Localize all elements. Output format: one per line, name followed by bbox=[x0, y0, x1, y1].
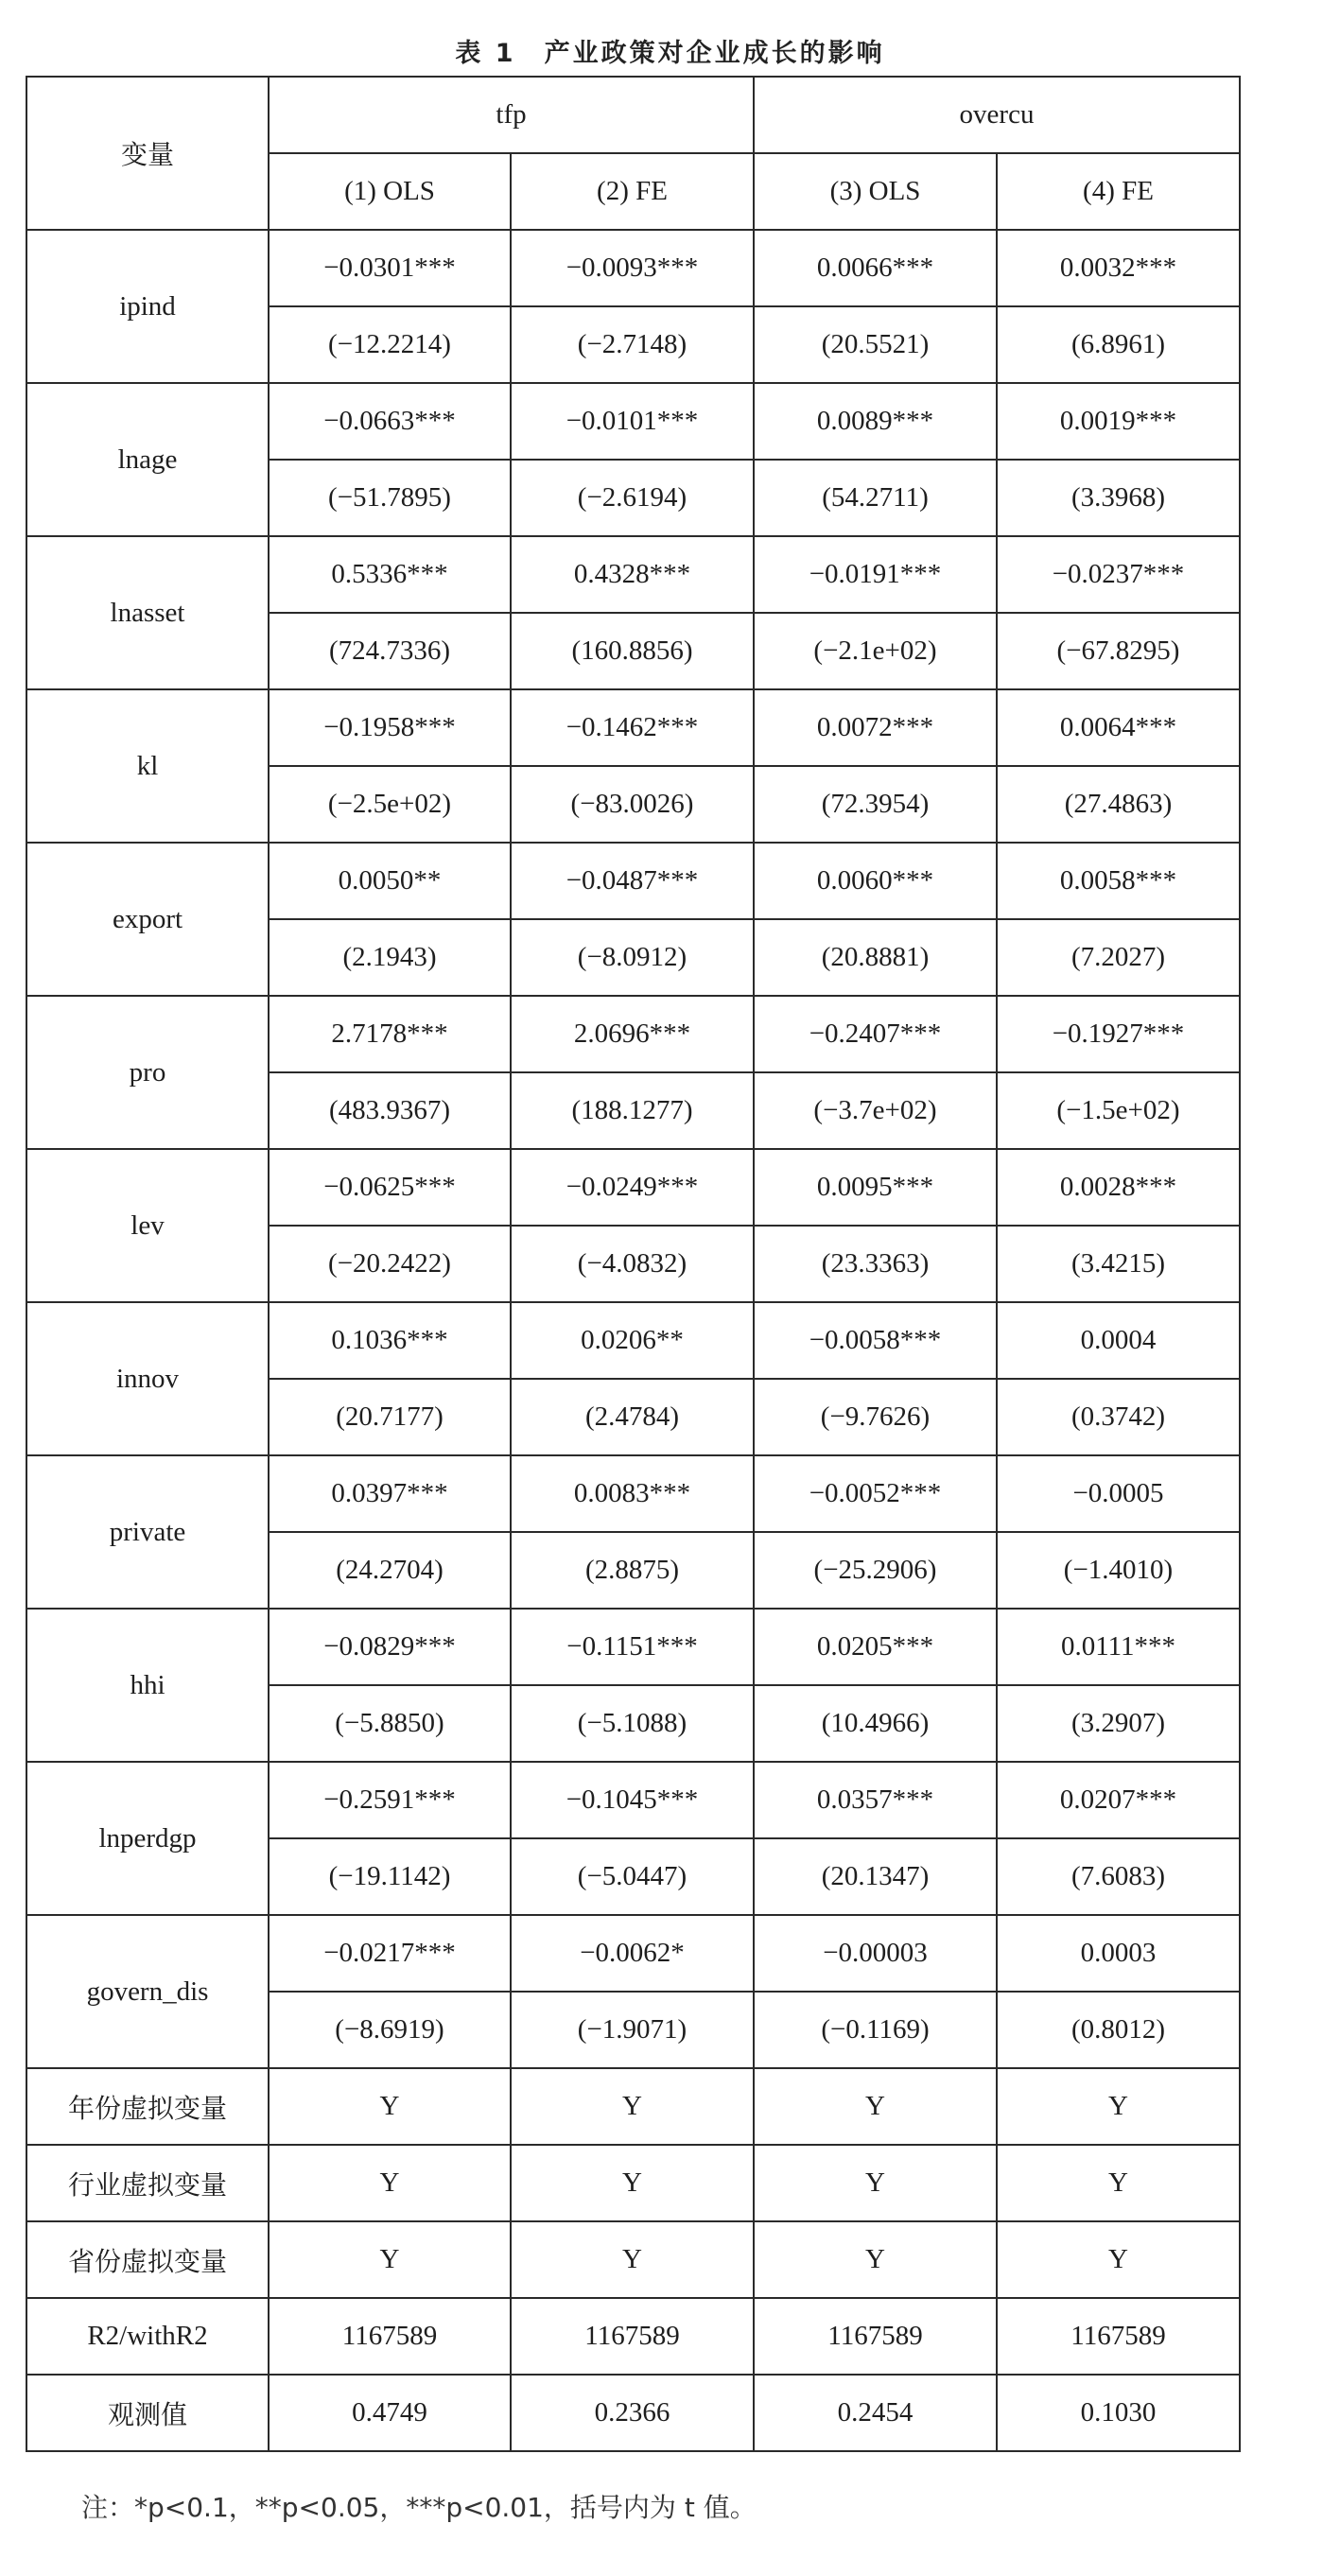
summary-value: Y bbox=[269, 2068, 511, 2145]
t-stat-cell: (−67.8295) bbox=[997, 613, 1240, 689]
summary-value: Y bbox=[997, 2145, 1240, 2221]
t-stat-cell: (0.3742) bbox=[997, 1379, 1240, 1455]
coef-cell: 0.0089*** bbox=[754, 383, 997, 460]
t-stat-cell: (188.1277) bbox=[511, 1072, 754, 1149]
coef-cell: 2.0696*** bbox=[511, 996, 754, 1072]
t-stat-cell: (160.8856) bbox=[511, 613, 754, 689]
table-body bbox=[26, 230, 1240, 2451]
t-stat-cell: (3.4215) bbox=[997, 1226, 1240, 1302]
coef-cell: 0.0083*** bbox=[511, 1455, 754, 1532]
t-stat-cell: (−9.7626) bbox=[754, 1379, 997, 1455]
coef-row bbox=[26, 383, 1240, 460]
coef-cell: 0.0205*** bbox=[754, 1609, 997, 1685]
summary-value: 0.2454 bbox=[754, 2375, 997, 2451]
coef-cell: 0.0050** bbox=[269, 843, 511, 919]
regression-table bbox=[26, 76, 1241, 2452]
summary-value: Y bbox=[511, 2221, 754, 2298]
coef-cell: −0.0191*** bbox=[754, 536, 997, 613]
coef-cell: 0.4328*** bbox=[511, 536, 754, 613]
coef-cell: 0.5336*** bbox=[269, 536, 511, 613]
t-stat-cell: (20.1347) bbox=[754, 1838, 997, 1915]
t-stat-cell: (6.8961) bbox=[997, 306, 1240, 383]
coef-row bbox=[26, 1302, 1240, 1379]
t-stat-cell: (−5.0447) bbox=[511, 1838, 754, 1915]
t-stat-cell: (−1.9071) bbox=[511, 1992, 754, 2068]
coef-cell: 0.0206** bbox=[511, 1302, 754, 1379]
coef-cell: −0.1958*** bbox=[269, 689, 511, 766]
model-header: (1) OLS bbox=[269, 153, 511, 230]
coef-row bbox=[26, 1915, 1240, 1992]
coef-row bbox=[26, 1149, 1240, 1226]
summary-row bbox=[26, 2375, 1240, 2451]
t-stat-cell: (20.5521) bbox=[754, 306, 997, 383]
summary-value: Y bbox=[511, 2145, 754, 2221]
coef-cell: −0.1462*** bbox=[511, 689, 754, 766]
coef-cell: −0.1045*** bbox=[511, 1762, 754, 1838]
coef-cell: 0.0111*** bbox=[997, 1609, 1240, 1685]
summary-value: Y bbox=[269, 2221, 511, 2298]
coef-cell: 0.1036*** bbox=[269, 1302, 511, 1379]
summary-label: 省份虚拟变量 bbox=[26, 2221, 269, 2298]
coef-cell: −0.00003 bbox=[754, 1915, 997, 1992]
summary-row bbox=[26, 2298, 1240, 2375]
variable-name: kl bbox=[26, 689, 269, 843]
summary-value: Y bbox=[997, 2221, 1240, 2298]
t-stat-cell: (−1.4010) bbox=[997, 1532, 1240, 1609]
variable-name: export bbox=[26, 843, 269, 996]
variable-name: ipind bbox=[26, 230, 269, 383]
summary-label: 观测值 bbox=[26, 2375, 269, 2451]
summary-value: Y bbox=[754, 2221, 997, 2298]
coef-cell: 0.0019*** bbox=[997, 383, 1240, 460]
t-stat-cell: (−2.1e+02) bbox=[754, 613, 997, 689]
t-stat-cell: (72.3954) bbox=[754, 766, 997, 843]
coef-cell: 0.0058*** bbox=[997, 843, 1240, 919]
coef-cell: −0.0052*** bbox=[754, 1455, 997, 1532]
t-stat-cell: (7.6083) bbox=[997, 1838, 1240, 1915]
coef-cell: −0.0487*** bbox=[511, 843, 754, 919]
variable-name: pro bbox=[26, 996, 269, 1149]
coef-row bbox=[26, 996, 1240, 1072]
variable-name: lnage bbox=[26, 383, 269, 536]
summary-row bbox=[26, 2068, 1240, 2145]
coef-cell: −0.1927*** bbox=[997, 996, 1240, 1072]
variable-name: hhi bbox=[26, 1609, 269, 1762]
group-header-tfp: tfp bbox=[269, 77, 754, 153]
summary-value: 0.2366 bbox=[511, 2375, 754, 2451]
t-stat-cell: (−4.0832) bbox=[511, 1226, 754, 1302]
coef-cell: 0.0207*** bbox=[997, 1762, 1240, 1838]
t-stat-cell: (−2.7148) bbox=[511, 306, 754, 383]
t-stat-cell: (483.9367) bbox=[269, 1072, 511, 1149]
coef-row bbox=[26, 1762, 1240, 1838]
coef-cell: −0.0101*** bbox=[511, 383, 754, 460]
group-header-overcu: overcu bbox=[754, 77, 1240, 153]
model-header: (2) FE bbox=[511, 153, 754, 230]
t-stat-cell: (−5.8850) bbox=[269, 1685, 511, 1762]
coef-cell: 0.0032*** bbox=[997, 230, 1240, 306]
coef-cell: −0.0301*** bbox=[269, 230, 511, 306]
t-stat-cell: (−25.2906) bbox=[754, 1532, 997, 1609]
coef-cell: −0.0062* bbox=[511, 1915, 754, 1992]
t-stat-cell: (2.8875) bbox=[511, 1532, 754, 1609]
variable-name: lnperdgp bbox=[26, 1762, 269, 1915]
coef-cell: 0.0003 bbox=[997, 1915, 1240, 1992]
t-stat-cell: (−1.5e+02) bbox=[997, 1072, 1240, 1149]
t-stat-cell: (−20.2422) bbox=[269, 1226, 511, 1302]
coef-cell: 0.0064*** bbox=[997, 689, 1240, 766]
coef-cell: −0.0663*** bbox=[269, 383, 511, 460]
t-stat-cell: (−19.1142) bbox=[269, 1838, 511, 1915]
summary-value: 0.4749 bbox=[269, 2375, 511, 2451]
coef-row bbox=[26, 1609, 1240, 1685]
coef-cell: 2.7178*** bbox=[269, 996, 511, 1072]
t-stat-cell: (−2.5e+02) bbox=[269, 766, 511, 843]
t-stat-cell: (−5.1088) bbox=[511, 1685, 754, 1762]
summary-value: Y bbox=[511, 2068, 754, 2145]
t-stat-cell: (−12.2214) bbox=[269, 306, 511, 383]
coef-cell: −0.2407*** bbox=[754, 996, 997, 1072]
coef-cell: 0.0397*** bbox=[269, 1455, 511, 1532]
coef-row bbox=[26, 536, 1240, 613]
summary-value: 1167589 bbox=[997, 2298, 1240, 2375]
t-stat-cell: (54.2711) bbox=[754, 460, 997, 536]
coef-cell: −0.0217*** bbox=[269, 1915, 511, 1992]
summary-value: 1167589 bbox=[754, 2298, 997, 2375]
t-stat-cell: (23.3363) bbox=[754, 1226, 997, 1302]
coef-cell: −0.2591*** bbox=[269, 1762, 511, 1838]
t-stat-cell: (27.4863) bbox=[997, 766, 1240, 843]
variable-name: govern_dis bbox=[26, 1915, 269, 2068]
t-stat-cell: (3.3968) bbox=[997, 460, 1240, 536]
t-stat-cell: (−83.0026) bbox=[511, 766, 754, 843]
t-stat-cell: (−3.7e+02) bbox=[754, 1072, 997, 1149]
summary-row bbox=[26, 2145, 1240, 2221]
coef-cell: 0.0095*** bbox=[754, 1149, 997, 1226]
summary-value: Y bbox=[754, 2068, 997, 2145]
summary-value: Y bbox=[754, 2145, 997, 2221]
t-stat-cell: (−0.1169) bbox=[754, 1992, 997, 2068]
summary-label: 年份虚拟变量 bbox=[26, 2068, 269, 2145]
variable-header: 变量 bbox=[26, 77, 269, 230]
t-stat-cell: (10.4966) bbox=[754, 1685, 997, 1762]
variable-name: private bbox=[26, 1455, 269, 1609]
model-header: (4) FE bbox=[997, 153, 1240, 230]
coef-cell: 0.0028*** bbox=[997, 1149, 1240, 1226]
coef-cell: −0.0829*** bbox=[269, 1609, 511, 1685]
table-caption: 表 1 产业政策对企业成长的影响 bbox=[455, 39, 885, 68]
t-stat-cell: (2.1943) bbox=[269, 919, 511, 996]
t-stat-cell: (2.4784) bbox=[511, 1379, 754, 1455]
coef-cell: 0.0060*** bbox=[754, 843, 997, 919]
summary-value: Y bbox=[269, 2145, 511, 2221]
table-footnote: 注：*p<0.1，**p<0.05，***p<0.01，括号内为 t 值。 bbox=[81, 2492, 757, 2523]
coef-cell: 0.0072*** bbox=[754, 689, 997, 766]
t-stat-cell: (20.7177) bbox=[269, 1379, 511, 1455]
coef-cell: 0.0357*** bbox=[754, 1762, 997, 1838]
t-stat-cell: (−51.7895) bbox=[269, 460, 511, 536]
summary-value: Y bbox=[997, 2068, 1240, 2145]
t-stat-cell: (−8.0912) bbox=[511, 919, 754, 996]
coef-cell: −0.0005 bbox=[997, 1455, 1240, 1532]
summary-label: R2/withR2 bbox=[26, 2298, 269, 2375]
coef-cell: −0.0625*** bbox=[269, 1149, 511, 1226]
coef-cell: −0.0093*** bbox=[511, 230, 754, 306]
variable-name: lev bbox=[26, 1149, 269, 1302]
t-stat-cell: (20.8881) bbox=[754, 919, 997, 996]
coef-cell: −0.0249*** bbox=[511, 1149, 754, 1226]
coef-row bbox=[26, 1455, 1240, 1532]
coef-row bbox=[26, 843, 1240, 919]
header-row-groups bbox=[26, 77, 1240, 153]
t-stat-cell: (7.2027) bbox=[997, 919, 1240, 996]
coef-cell: −0.0058*** bbox=[754, 1302, 997, 1379]
summary-value: 0.1030 bbox=[997, 2375, 1240, 2451]
coef-row bbox=[26, 230, 1240, 306]
variable-name: innov bbox=[26, 1302, 269, 1455]
summary-label: 行业虚拟变量 bbox=[26, 2145, 269, 2221]
t-stat-cell: (−2.6194) bbox=[511, 460, 754, 536]
model-header: (3) OLS bbox=[754, 153, 997, 230]
coef-cell: −0.0237*** bbox=[997, 536, 1240, 613]
coef-cell: 0.0066*** bbox=[754, 230, 997, 306]
t-stat-cell: (24.2704) bbox=[269, 1532, 511, 1609]
coef-cell: 0.0004 bbox=[997, 1302, 1240, 1379]
coef-cell: −0.1151*** bbox=[511, 1609, 754, 1685]
t-stat-cell: (−8.6919) bbox=[269, 1992, 511, 2068]
summary-value: 1167589 bbox=[511, 2298, 754, 2375]
t-stat-cell: (3.2907) bbox=[997, 1685, 1240, 1762]
t-stat-cell: (0.8012) bbox=[997, 1992, 1240, 2068]
coef-row bbox=[26, 689, 1240, 766]
summary-value: 1167589 bbox=[269, 2298, 511, 2375]
summary-row bbox=[26, 2221, 1240, 2298]
variable-name: lnasset bbox=[26, 536, 269, 689]
t-stat-cell: (724.7336) bbox=[269, 613, 511, 689]
